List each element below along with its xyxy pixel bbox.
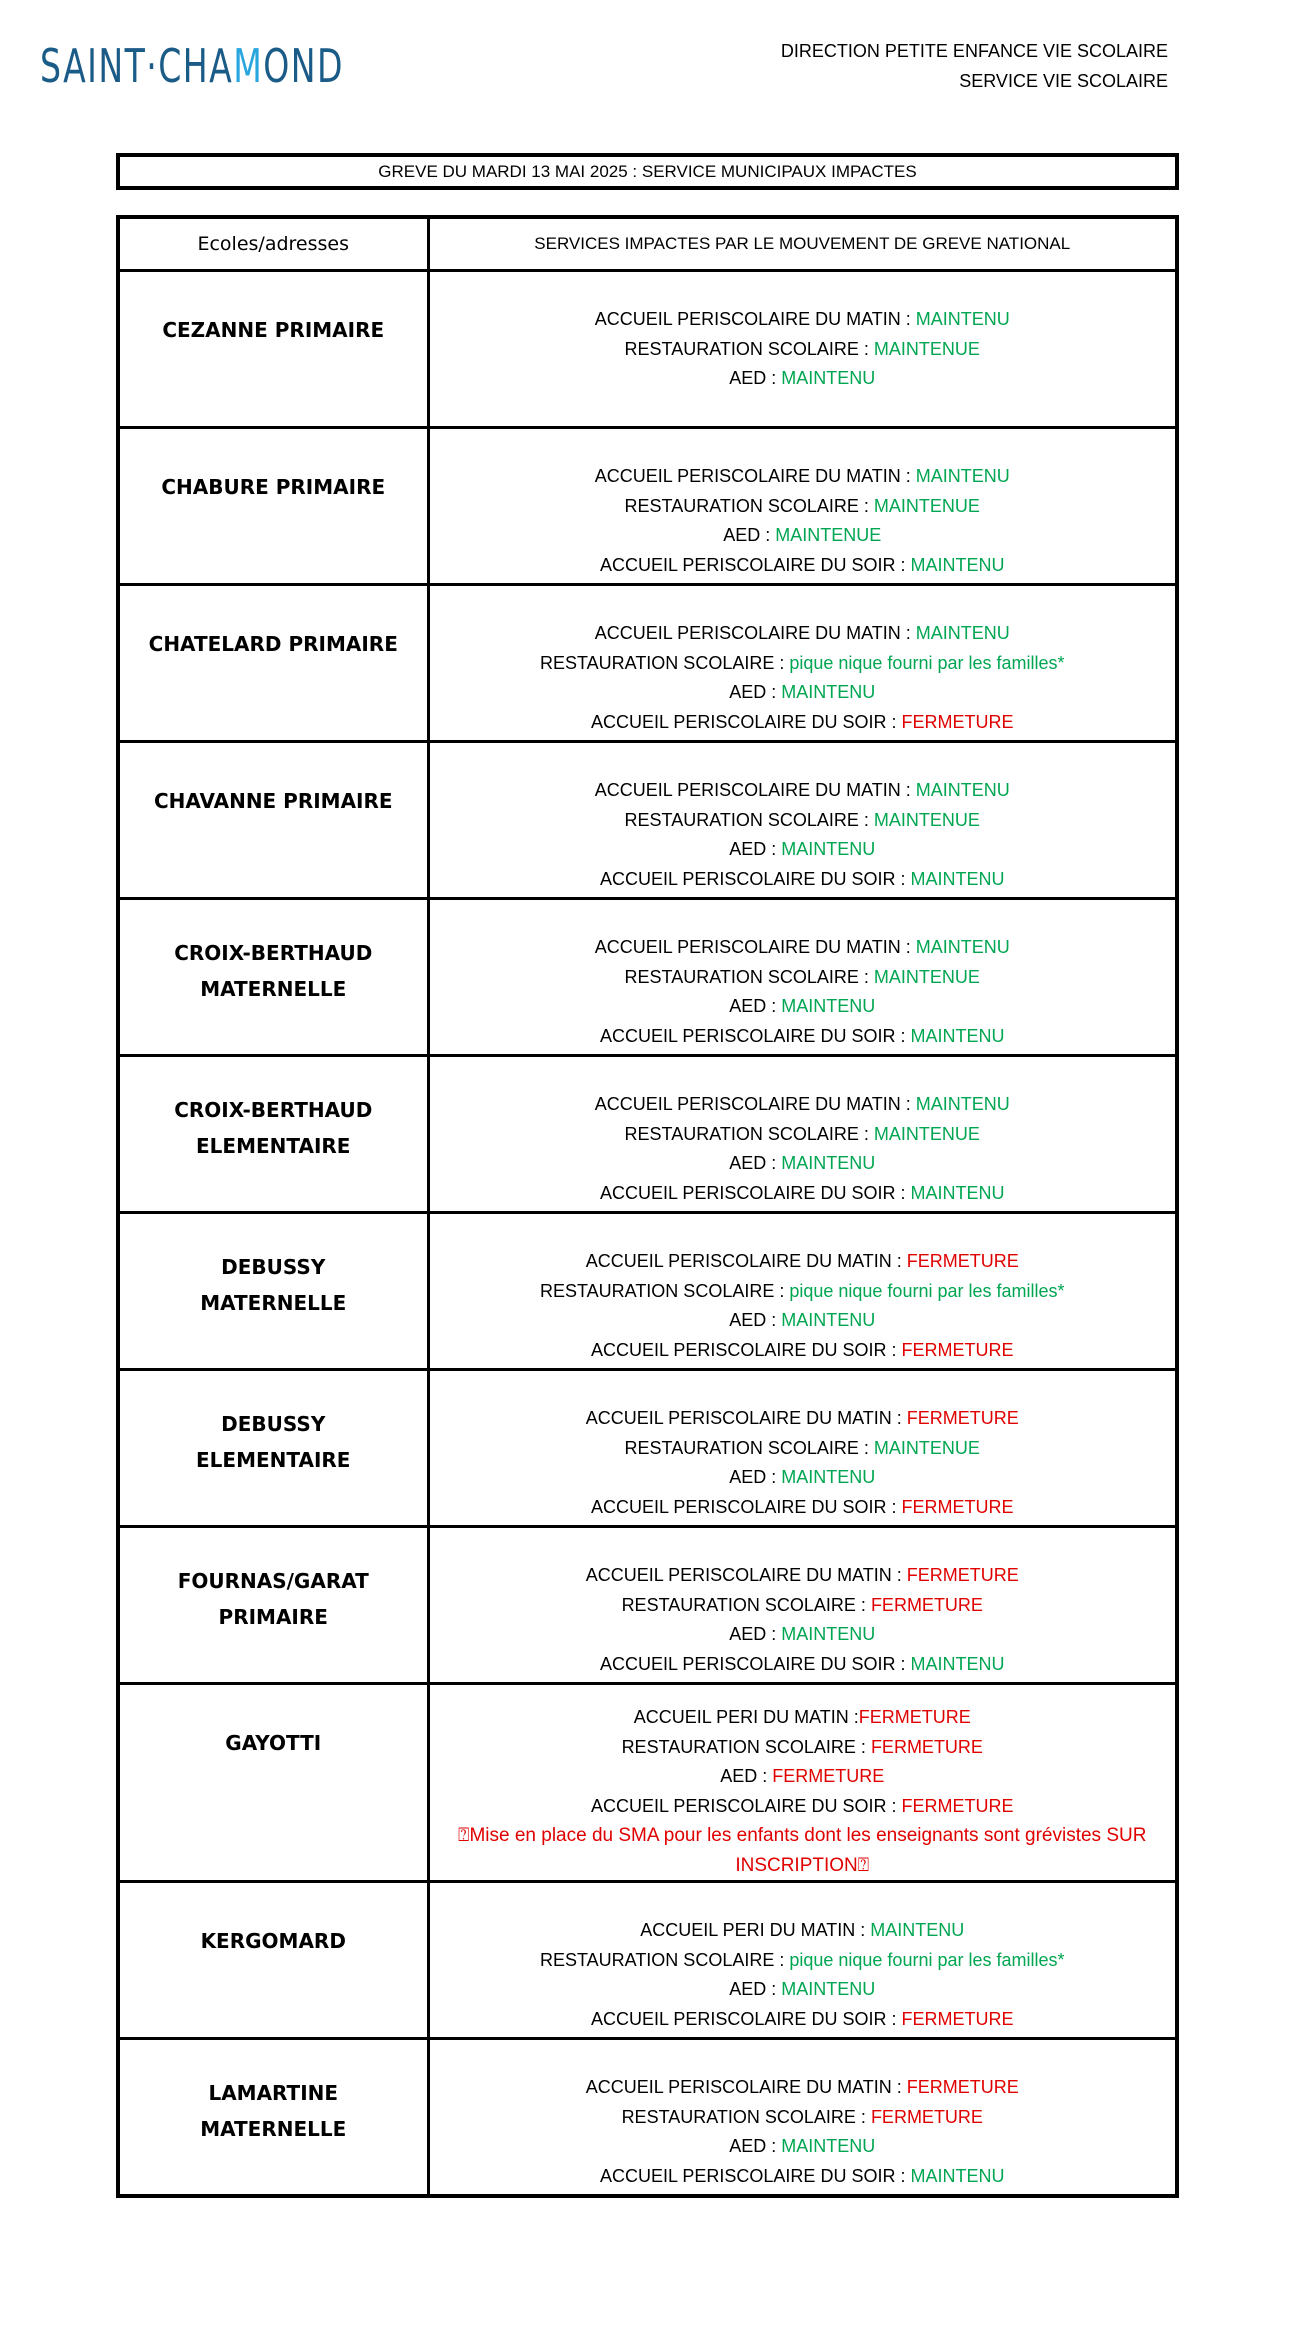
school-name-line1: CEZANNE PRIMAIRE xyxy=(162,318,385,342)
service-line xyxy=(430,1792,1176,1822)
school-name-cell xyxy=(118,271,428,428)
service-line xyxy=(430,865,1176,895)
logo-text-accent: M xyxy=(233,39,264,93)
school-name-line1: LAMARTINE xyxy=(208,2081,339,2105)
service-line xyxy=(430,2162,1176,2192)
table-row xyxy=(118,1213,1177,1370)
service-label: AED : xyxy=(720,1766,773,1786)
status-maintained: MAINTENU xyxy=(910,2165,1005,2186)
service-label: ACCUEIL PERISCOLAIRE DU MATIN : xyxy=(594,309,916,329)
status-maintained: MAINTENU xyxy=(781,368,876,388)
status-closed: FERMETURE xyxy=(906,1251,1019,1271)
status-maintained: MAINTENU xyxy=(781,2136,876,2156)
service-line xyxy=(430,551,1176,581)
school-name xyxy=(120,900,427,1007)
service-label: AED : xyxy=(729,839,782,859)
service-label: RESTAURATION SCOLAIRE : xyxy=(539,1949,790,1970)
service-label: RESTAURATION SCOLAIRE : xyxy=(624,1437,874,1458)
service-line xyxy=(430,1620,1176,1650)
service-label: RESTAURATION SCOLAIRE : xyxy=(624,809,874,830)
service-line xyxy=(430,1247,1176,1277)
department-line2: SERVICE VIE SCOLAIRE xyxy=(959,71,1168,91)
status-maintained: MAINTENU xyxy=(915,623,1010,643)
school-name-cell xyxy=(118,1213,428,1370)
status-maintained: pique nique fourni par les familles* xyxy=(789,1949,1065,1970)
school-name-line2: ELEMENTAIRE xyxy=(196,1448,351,1472)
service-label: RESTAURATION SCOLAIRE : xyxy=(621,1594,871,1615)
school-name-line1: DEBUSSY xyxy=(221,1255,326,1279)
service-line xyxy=(430,708,1176,738)
service-label: ACCUEIL PERISCOLAIRE DU SOIR : xyxy=(600,2165,911,2186)
department-header xyxy=(781,36,1168,96)
service-line xyxy=(430,1149,1176,1179)
status-maintained: MAINTENU xyxy=(781,1624,876,1644)
school-name xyxy=(120,1214,427,1321)
service-line xyxy=(430,1733,1176,1763)
services-cell xyxy=(428,428,1177,585)
service-line xyxy=(430,776,1176,806)
service-label: AED : xyxy=(729,1310,782,1330)
status-maintained: MAINTENUE xyxy=(873,1123,980,1144)
service-line xyxy=(430,1434,1176,1464)
service-label: AED : xyxy=(729,368,782,388)
school-name xyxy=(120,586,427,662)
column-header-services: SERVICES IMPACTES PAR LE MOUVEMENT DE GREVE NATIONAL xyxy=(428,217,1177,271)
service-label: AED : xyxy=(729,1467,782,1487)
service-line xyxy=(430,1179,1176,1209)
service-label: ACCUEIL PERISCOLAIRE DU SOIR : xyxy=(600,1653,911,1674)
service-label: RESTAURATION SCOLAIRE : xyxy=(624,338,874,359)
table-row xyxy=(118,1370,1177,1527)
status-maintained: MAINTENU xyxy=(915,309,1010,329)
services-cell xyxy=(428,2039,1177,2196)
school-name-line2: PRIMAIRE xyxy=(218,1605,328,1629)
service-line xyxy=(430,2103,1176,2133)
table-row xyxy=(118,1684,1177,1882)
school-name-line2: MATERNELLE xyxy=(200,977,347,1001)
service-line xyxy=(430,492,1176,522)
service-line xyxy=(430,1277,1176,1307)
status-maintained: MAINTENU xyxy=(781,1310,876,1330)
service-label: AED : xyxy=(723,525,776,545)
service-label: RESTAURATION SCOLAIRE : xyxy=(621,2106,871,2127)
school-name-cell xyxy=(118,2039,428,2196)
school-name-cell xyxy=(118,1684,428,1882)
status-closed: FERMETURE xyxy=(901,1496,1014,1517)
school-name-line2: MATERNELLE xyxy=(200,2117,347,2141)
service-line xyxy=(430,305,1176,335)
service-label: ACCUEIL PERISCOLAIRE DU SOIR : xyxy=(600,1025,911,1046)
service-label: ACCUEIL PERISCOLAIRE DU SOIR : xyxy=(600,554,911,575)
services-cell xyxy=(428,585,1177,742)
status-maintained: MAINTENU xyxy=(781,1153,876,1173)
saint-chamond-logo xyxy=(40,40,462,92)
service-line xyxy=(430,1591,1176,1621)
school-name xyxy=(120,1371,427,1478)
service-label: ACCUEIL PERI DU MATIN : xyxy=(640,1920,871,1940)
service-line xyxy=(430,1762,1176,1792)
service-line xyxy=(430,1336,1176,1366)
status-maintained: MAINTENUE xyxy=(873,966,980,987)
services-cell xyxy=(428,1370,1177,1527)
school-name-cell xyxy=(118,585,428,742)
status-maintained: MAINTENU xyxy=(910,1025,1005,1046)
school-name-cell xyxy=(118,428,428,585)
status-maintained: MAINTENU xyxy=(781,1467,876,1487)
service-label: ACCUEIL PERISCOLAIRE DU SOIR : xyxy=(591,2008,902,2029)
school-name xyxy=(120,1883,427,1959)
status-maintained: MAINTENU xyxy=(910,1182,1005,1203)
table-row xyxy=(118,428,1177,585)
status-maintained: MAINTENU xyxy=(781,839,876,859)
service-label: RESTAURATION SCOLAIRE : xyxy=(624,1123,874,1144)
sma-note: ⍰Mise en place du SMA pour les enfants dont les enseignants sont grévistes SUR INSCRIPTION⍰ xyxy=(458,1825,1147,1876)
logo-text-part1: SAINT·CHA xyxy=(40,39,234,93)
school-name-cell xyxy=(118,1056,428,1213)
service-line xyxy=(430,1022,1176,1052)
service-label: ACCUEIL PERISCOLAIRE DU MATIN : xyxy=(585,2077,907,2097)
service-label: ACCUEIL PERI DU MATIN : xyxy=(633,1707,859,1727)
service-label: ACCUEIL PERISCOLAIRE DU MATIN : xyxy=(594,623,916,643)
school-name-line1: GAYOTTI xyxy=(225,1731,322,1755)
school-name-cell xyxy=(118,1527,428,1684)
services-cell xyxy=(428,899,1177,1056)
service-label: ACCUEIL PERISCOLAIRE DU MATIN : xyxy=(585,1408,907,1428)
status-maintained: pique nique fourni par les familles* xyxy=(789,652,1065,673)
school-name-line1: KERGOMARD xyxy=(200,1929,346,1953)
school-name-line1: CHABURE PRIMAIRE xyxy=(161,475,386,499)
service-line xyxy=(430,649,1176,679)
service-line xyxy=(430,678,1176,708)
service-line xyxy=(430,1650,1176,1680)
status-maintained: MAINTENUE xyxy=(873,338,980,359)
service-line xyxy=(430,933,1176,963)
service-label: ACCUEIL PERISCOLAIRE DU SOIR : xyxy=(591,1496,902,1517)
service-label: ACCUEIL PERISCOLAIRE DU MATIN : xyxy=(594,466,916,486)
services-cell xyxy=(428,1056,1177,1213)
services-cell xyxy=(428,1882,1177,2039)
service-line xyxy=(430,2073,1176,2103)
status-maintained: MAINTENU xyxy=(910,868,1005,889)
service-line xyxy=(430,364,1176,394)
school-name-line1: CROIX-BERTHAUD xyxy=(174,941,373,965)
status-maintained: MAINTENU xyxy=(781,1979,876,1999)
status-closed: FERMETURE xyxy=(901,2008,1014,2029)
school-name-line1: CHATELARD PRIMAIRE xyxy=(148,632,398,656)
status-maintained: MAINTENU xyxy=(870,1920,965,1940)
service-line xyxy=(430,1975,1176,2005)
status-maintained: MAINTENU xyxy=(915,466,1010,486)
service-line xyxy=(430,2132,1176,2162)
service-line xyxy=(430,335,1176,365)
service-label: AED : xyxy=(729,996,782,1016)
school-name-cell xyxy=(118,899,428,1056)
document-title: GREVE DU MARDI 13 MAI 2025 : SERVICE MUNICIPAUX IMPACTES xyxy=(116,153,1179,190)
service-label: AED : xyxy=(729,2136,782,2156)
services-cell xyxy=(428,1684,1177,1882)
status-closed: FERMETURE xyxy=(901,1795,1014,1816)
service-label: RESTAURATION SCOLAIRE : xyxy=(539,652,790,673)
status-maintained: pique nique fourni par les familles* xyxy=(789,1280,1065,1301)
status-closed: FERMETURE xyxy=(870,1594,983,1615)
school-name-line2: ELEMENTAIRE xyxy=(196,1134,351,1158)
service-label: ACCUEIL PERISCOLAIRE DU SOIR : xyxy=(600,1182,911,1203)
service-label: ACCUEIL PERISCOLAIRE DU SOIR : xyxy=(591,1795,902,1816)
service-line xyxy=(430,1493,1176,1523)
table-row xyxy=(118,271,1177,428)
strike-impact-table xyxy=(116,215,1179,2198)
table-row xyxy=(118,1527,1177,1684)
status-closed: FERMETURE xyxy=(870,2106,983,2127)
service-line xyxy=(430,619,1176,649)
service-label: AED : xyxy=(729,682,782,702)
school-name-line1: DEBUSSY xyxy=(221,1412,326,1436)
service-label: ACCUEIL PERISCOLAIRE DU MATIN : xyxy=(585,1565,907,1585)
service-label: RESTAURATION SCOLAIRE : xyxy=(624,495,874,516)
department-line1: DIRECTION PETITE ENFANCE VIE SCOLAIRE xyxy=(780,41,1168,61)
service-line xyxy=(430,806,1176,836)
service-label: ACCUEIL PERISCOLAIRE DU SOIR : xyxy=(600,868,911,889)
service-line xyxy=(430,1703,1176,1733)
service-label: ACCUEIL PERISCOLAIRE DU MATIN : xyxy=(594,937,916,957)
status-maintained: MAINTENU xyxy=(915,937,1010,957)
school-name xyxy=(120,1685,427,1761)
status-closed: FERMETURE xyxy=(772,1766,885,1786)
service-line xyxy=(430,2005,1176,2035)
school-name xyxy=(120,2040,427,2147)
school-name-line1: CHAVANNE PRIMAIRE xyxy=(153,789,393,813)
status-closed: FERMETURE xyxy=(858,1707,971,1727)
service-line xyxy=(430,521,1176,551)
status-closed: FERMETURE xyxy=(906,2077,1019,2097)
table-header-row xyxy=(118,217,1177,271)
services-cell xyxy=(428,1213,1177,1370)
school-name-cell xyxy=(118,1882,428,2039)
service-label: ACCUEIL PERISCOLAIRE DU SOIR : xyxy=(591,711,902,732)
school-name-line1: CROIX-BERTHAUD xyxy=(174,1098,373,1122)
status-closed: FERMETURE xyxy=(906,1408,1019,1428)
table-row xyxy=(118,742,1177,899)
status-maintained: MAINTENUE xyxy=(873,809,980,830)
service-label: ACCUEIL PERISCOLAIRE DU SOIR : xyxy=(591,1339,902,1360)
service-label: RESTAURATION SCOLAIRE : xyxy=(621,1736,871,1757)
services-cell xyxy=(428,742,1177,899)
service-line xyxy=(430,992,1176,1022)
status-maintained: MAINTENUE xyxy=(873,1437,980,1458)
service-label: AED : xyxy=(729,1624,782,1644)
status-closed: FERMETURE xyxy=(901,1339,1014,1360)
service-label: ACCUEIL PERISCOLAIRE DU MATIN : xyxy=(585,1251,907,1271)
service-line xyxy=(430,1120,1176,1150)
status-maintained: MAINTENUE xyxy=(775,525,882,545)
status-maintained: MAINTENU xyxy=(910,1653,1005,1674)
status-maintained: MAINTENU xyxy=(915,1094,1010,1114)
service-line xyxy=(430,1946,1176,1976)
table-row xyxy=(118,1056,1177,1213)
school-name-cell xyxy=(118,742,428,899)
status-maintained: MAINTENU xyxy=(781,996,876,1016)
table-row xyxy=(118,1882,1177,2039)
status-maintained: MAINTENUE xyxy=(873,495,980,516)
status-maintained: MAINTENU xyxy=(781,682,876,702)
services-cell xyxy=(428,271,1177,428)
service-label: ACCUEIL PERISCOLAIRE DU MATIN : xyxy=(594,1094,916,1114)
status-closed: FERMETURE xyxy=(870,1736,983,1757)
service-line xyxy=(430,1916,1176,1946)
logo-text-part2: OND xyxy=(263,39,344,93)
school-name-line1: FOURNAS/GARAT xyxy=(177,1569,369,1593)
service-label: ACCUEIL PERISCOLAIRE DU MATIN : xyxy=(594,780,916,800)
school-name xyxy=(120,1528,427,1635)
service-line xyxy=(430,1561,1176,1591)
service-line xyxy=(430,462,1176,492)
services-cell xyxy=(428,1527,1177,1684)
logo-text xyxy=(40,39,344,93)
school-name-cell xyxy=(118,1370,428,1527)
service-line xyxy=(430,835,1176,865)
service-line xyxy=(430,1463,1176,1493)
column-header-schools: Ecoles/adresses xyxy=(118,217,428,271)
table-row xyxy=(118,2039,1177,2196)
service-line xyxy=(430,1306,1176,1336)
status-closed: FERMETURE xyxy=(901,711,1014,732)
service-line xyxy=(430,963,1176,993)
service-label: AED : xyxy=(729,1979,782,1999)
status-closed: FERMETURE xyxy=(906,1565,1019,1585)
service-line xyxy=(430,1090,1176,1120)
service-line xyxy=(430,1404,1176,1434)
school-name-line2: MATERNELLE xyxy=(200,1291,347,1315)
service-label: RESTAURATION SCOLAIRE : xyxy=(624,966,874,987)
service-label: AED : xyxy=(729,1153,782,1173)
school-name xyxy=(120,429,427,505)
status-maintained: MAINTENU xyxy=(910,554,1005,575)
school-name xyxy=(120,743,427,819)
school-name xyxy=(120,272,427,348)
school-name xyxy=(120,1057,427,1164)
service-label: RESTAURATION SCOLAIRE : xyxy=(539,1280,790,1301)
table-row xyxy=(118,585,1177,742)
status-maintained: MAINTENU xyxy=(915,780,1010,800)
table-row xyxy=(118,899,1177,1056)
